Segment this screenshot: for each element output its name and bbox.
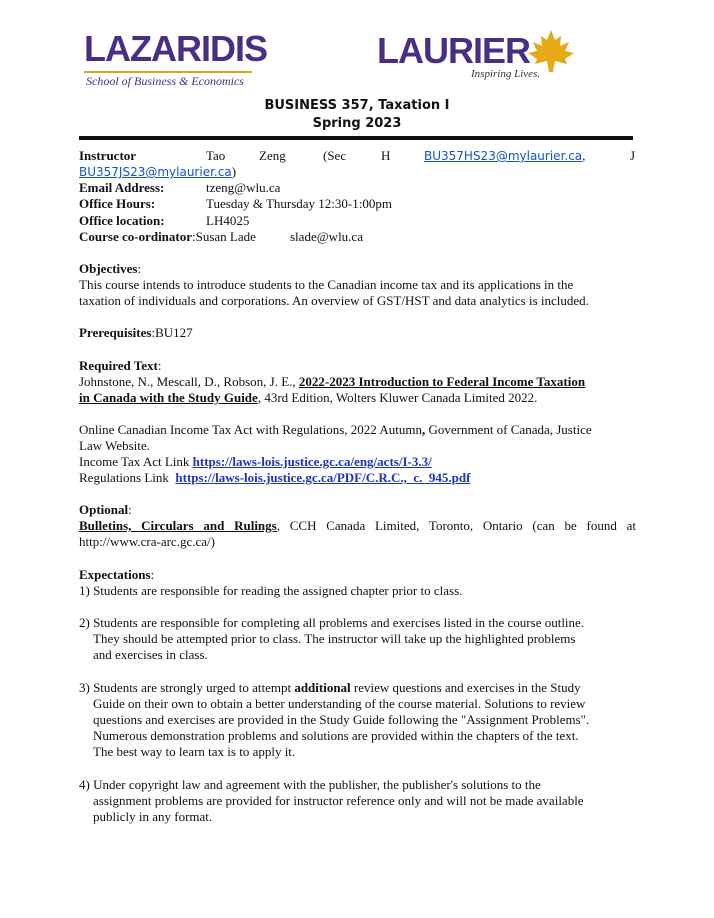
regulations-link[interactable]: https://laws-lois.justice.gc.ca/PDF/C.R.C.,_c._945.pdf [175, 470, 471, 485]
office-location-value: LH4025 [206, 213, 250, 228]
required-text-heading [79, 358, 161, 374]
email-hs-suffix: , [582, 148, 586, 163]
lazaridis-logo [84, 28, 267, 88]
textbook-title: 2022-2023 Introduction to Federal Income Taxation [298, 374, 586, 389]
online-act-text: Online Canadian Income Tax Act with Regulations, 2022 Autumn [79, 422, 422, 437]
online-act-line-1 [79, 422, 592, 438]
expectations-colon: : [150, 567, 155, 582]
expectation-item-2-line-2: They should be attempted prior to class. The instructor will take up the highlighted problems [93, 631, 576, 646]
section-label: (Sec [323, 148, 347, 163]
office-location-label: Office location: [79, 213, 165, 228]
course-term: Spring 2023 [312, 116, 402, 131]
instructor-last-name: Zeng [259, 148, 286, 163]
online-act-line-2: Law Website. [79, 438, 150, 453]
act-link[interactable]: https://laws-lois.justice.gc.ca/eng/acts/I-3.3/ [192, 454, 432, 469]
item-3-text-a: 3) Students are strongly urged to attempt [79, 680, 295, 695]
course-title: BUSINESS 357, Taxation I [264, 98, 450, 113]
textbook-authors: Johnstone, N., Mescall, D., Robson, J. E., [79, 374, 299, 389]
expectations-label: Expectations [79, 567, 151, 582]
optional-colon: : [128, 502, 132, 517]
regulations-link-row [79, 470, 470, 486]
expectation-item-4-line-2: assignment problems are provided for instructor reference only and will not be made available [93, 793, 584, 808]
laurier-wordmark: LAURIER [377, 30, 530, 71]
coordinator-email: slade@wlu.ca [290, 229, 363, 244]
required-text-colon: : [157, 358, 162, 373]
expectation-item-3-line-5: The best way to learn tax is to apply it. [93, 744, 296, 759]
item-3-text-b: review questions and exercises in the Study [350, 680, 581, 695]
textbook-edition: , 43rd Edition, Wolters Kluwer Canada Limited 2022. [257, 390, 538, 405]
expectation-item-3-line-4: Numerous demonstration problems and solutions are provided within the chapters of the text. [93, 728, 579, 743]
objectives-text-1: This course intends to introduce students to the Canadian income tax and its applications in the [79, 277, 574, 292]
optional-publisher: , CCH Canada Limited, Toronto, Ontario (can be found at [276, 518, 636, 533]
expectation-item-2-line-1: 2) Students are responsible for completing all problems and exercises listed in the course outline. [79, 615, 585, 630]
email-js-row [79, 164, 236, 180]
expectation-item-4-line-1: 4) Under copyright law and agreement with the publisher, the publisher's solutions to the [79, 777, 541, 792]
optional-label: Optional [79, 502, 129, 517]
textbook-line-1 [79, 374, 585, 390]
prerequisites-row [79, 325, 193, 341]
expectations-heading [79, 567, 154, 583]
item-3-emphasis: additional [294, 680, 351, 695]
office-hours-label: Office Hours: [79, 196, 156, 211]
instructor-first-name: Tao [206, 148, 226, 163]
email-row [79, 180, 164, 196]
email-label: Email Address: [79, 180, 165, 195]
instructor-row [79, 148, 136, 164]
optional-heading [79, 502, 132, 518]
coordinator-row [79, 229, 256, 245]
coordinator-label: Course co-ordinator [79, 229, 193, 244]
act-link-row [79, 454, 432, 470]
laurier-logo [377, 28, 587, 84]
objectives-label: Objectives [79, 261, 138, 276]
required-text-label: Required Text [79, 358, 158, 373]
lazaridis-gold-rule [84, 71, 252, 73]
section-h: H [381, 148, 391, 163]
act-link-label: Income Tax Act Link [79, 454, 193, 469]
email-value: tzeng@wlu.ca [206, 180, 281, 195]
regulations-link-label: Regulations Link [79, 470, 176, 485]
textbook-title-cont: in Canada with the Study Guide [79, 390, 258, 405]
section-j: J [630, 148, 636, 163]
office-hours-row [79, 196, 155, 212]
objectives-text-2: taxation of individuals and corporations. An overview of GST/HST and data analytics is included. [79, 293, 589, 308]
optional-title: Bulletins, Circulars and Rulings [79, 518, 277, 533]
optional-url: http://www.cra-arc.gc.ca/) [79, 534, 215, 549]
expectation-item-4-line-3: publicly in any format. [93, 809, 213, 824]
coordinator-name: :Susan Lade [192, 229, 256, 244]
prerequisites-value: :BU127 [151, 325, 193, 340]
expectation-item-3-line-3: questions and exercises are provided in the Study Guide following the "Assignment Problems". [93, 712, 590, 727]
objectives-colon: : [137, 261, 142, 276]
instructor-label: Instructor [79, 148, 137, 163]
lazaridis-wordmark: LAZARIDIS [84, 28, 267, 69]
textbook-line-2 [79, 390, 537, 406]
objectives-heading [79, 261, 141, 277]
optional-line-1 [79, 518, 636, 534]
email-js-suffix: ) [231, 164, 237, 179]
laurier-tagline: Inspiring Lives. [471, 68, 541, 80]
office-location-row [79, 213, 165, 229]
prerequisites-label: Prerequisites [79, 325, 152, 340]
expectation-item-1: 1) Students are responsible for reading the assigned chapter prior to class. [79, 583, 463, 598]
expectation-item-2-line-3: and exercises in class. [93, 647, 208, 662]
expectation-item-3-line-2: Guide on their own to obtain a better understanding of the course material. Solutions to review [93, 696, 586, 711]
email-hs-link[interactable]: BU357HS23@mylaurier.ca [424, 149, 583, 163]
online-act-comma: , [421, 422, 426, 437]
online-act-publisher: Government of Canada, Justice [425, 422, 592, 437]
expectation-item-3-line-1 [79, 680, 581, 696]
lazaridis-subtitle: School of Business & Economics [86, 74, 244, 88]
header-rule [79, 136, 633, 140]
email-hs-wrap [424, 148, 585, 164]
office-hours-value: Tuesday & Thursday 12:30-1:00pm [206, 196, 392, 211]
email-js-link[interactable]: BU357JS23@mylaurier.ca [79, 165, 232, 179]
